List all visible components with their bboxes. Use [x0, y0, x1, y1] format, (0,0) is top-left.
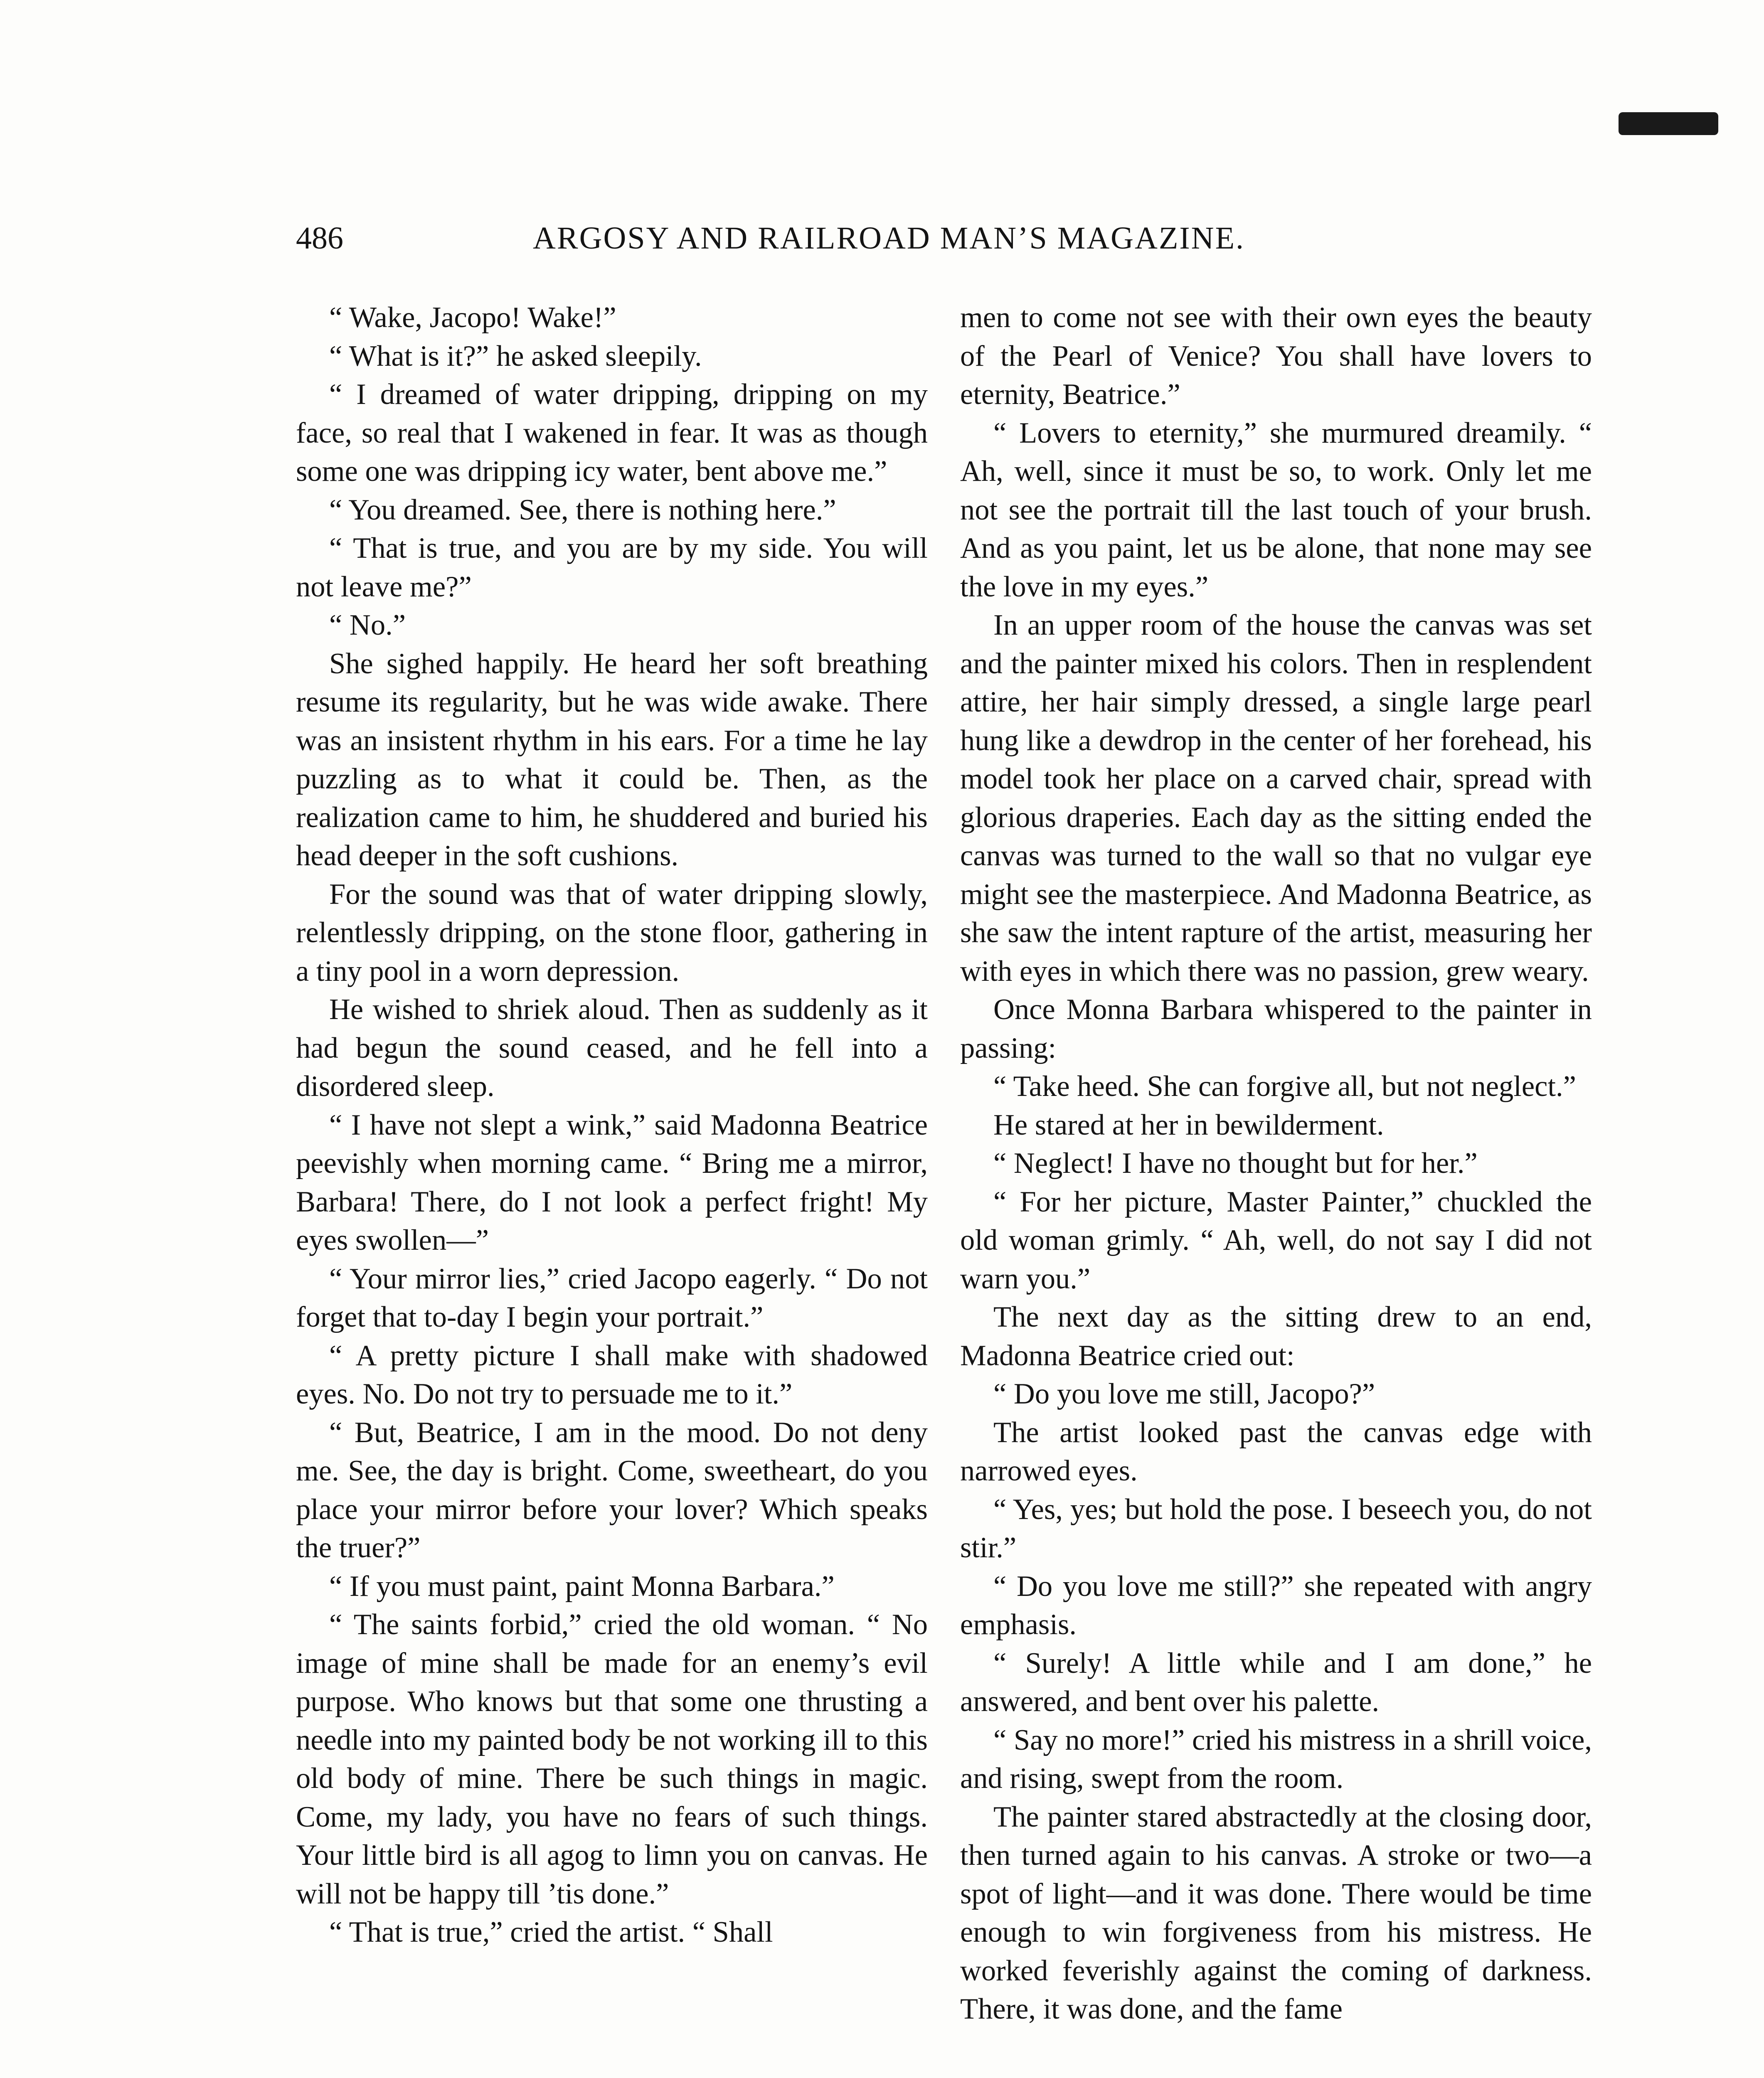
- running-title: ARGOSY AND RAILROAD MAN’S MAGAZINE.: [533, 221, 1245, 256]
- paragraph: “ That is true,” cried the artist. “ Shall: [329, 1916, 773, 1948]
- right-text-column: [960, 298, 1592, 2078]
- paragraph: “ You dreamed. See, there is nothing here.”: [329, 493, 836, 526]
- paragraph: “ That is true, and you are by my side. You will not leave me?”: [296, 532, 928, 603]
- paragraph: The next day as the sitting drew to an end, Madonna Beatrice cried out:: [960, 1301, 1592, 1372]
- paragraph: “ No.”: [329, 609, 406, 641]
- paragraph: In an upper room of the house the canvas was set and the painter mixed his colors. Then in resplendent attire, her hair simply dressed, a single large pearl hung like a dewdrop in the center of her forehead, his model took her place on a carved chair, spread with glorious draperies. Each day as the sitting ended the canvas was turned to the wall so that no vulgar eye might see the masterpiece. And Madonna Beatrice, as she saw the intent rapture of the artist, measuring her with eyes in which there was no passion, grew weary.: [960, 609, 1592, 987]
- paragraph: “ Lovers to eternity,” she murmured dreamily. “ Ah, well, since it must be so, to work. Only let me not see the portrait till the last touch of your brush. And as you paint, let us be alone, that none may see the love in my eyes.”: [960, 416, 1592, 603]
- paragraph: “ I dreamed of water dripping, dripping on my face, so real that I wakened in fear. It was as though some one was dripping icy water, bent above me.”: [296, 378, 928, 487]
- paragraph: “ Your mirror lies,” cried Jacopo eagerly. “ Do not forget that to-day I begin your portrait.”: [296, 1262, 928, 1333]
- paragraph: “ If you must paint, paint Monna Barbara.”: [329, 1570, 835, 1603]
- paragraph: “ The saints forbid,” cried the old woman. “ No image of mine shall be made for an enemy’s evil purpose. Who knows but that some one thrusting a needle into my painted body be not working ill to this old body of mine. There be such things in magic. Come, my lady, you have no fears of such things. Your little bird is all agog to limn you on canvas. He will not be happy till ’tis done.”: [296, 1608, 928, 1910]
- paragraph: “ Wake, Jacopo! Wake!”: [329, 301, 616, 334]
- paragraph: “ A pretty picture I shall make with shadowed eyes. No. Do not try to persuade me to it.”: [296, 1339, 928, 1410]
- scan-artifact-top: [1619, 112, 1718, 135]
- paragraph: For the sound was that of water dripping slowly, relentlessly dripping, on the stone floor, gathering in a tiny pool in a worn depression.: [296, 878, 928, 987]
- paragraph: He stared at her in bewilderment.: [993, 1108, 1384, 1141]
- paragraph: “ But, Beatrice, I am in the mood. Do not deny me. See, the day is bright. Come, sweetheart, do you place your mirror before your lover? Which speaks the truer?”: [296, 1416, 928, 1564]
- paragraph: “ Do you love me still?” she repeated with angry emphasis.: [960, 1570, 1592, 1641]
- paragraph: “ Neglect! I have no thought but for her.”: [993, 1147, 1478, 1179]
- left-text-column: [296, 298, 928, 2078]
- paragraph: Once Monna Barbara whispered to the painter in passing:: [960, 993, 1592, 1064]
- paragraph: “ Take heed. She can forgive all, but not neglect.”: [993, 1070, 1576, 1103]
- paragraph: “ Do you love me still, Jacopo?”: [993, 1378, 1375, 1410]
- paragraph: The painter stared abstractedly at the closing door, then turned again to his canvas. A stroke or two—a spot of light—and it was done. There would be time enough to win forgiveness from his mistress. He worked feverishly against the coming of darkness. There, it was done, and the fame: [960, 1800, 1592, 2025]
- paragraph: “ Say no more!” cried his mistress in a shrill voice, and rising, swept from the room.: [960, 1723, 1592, 1795]
- paragraph: “ What is it?” he asked sleepily.: [329, 340, 702, 372]
- paragraph: “ I have not slept a wink,” said Madonna Beatrice peevishly when morning came. “ Bring me a mirror, Barbara! There, do I not look a perfect fright! My eyes swollen—”: [296, 1108, 928, 1256]
- page-header: [296, 216, 1356, 274]
- paragraph: She sighed happily. He heard her soft breathing resume its regularity, but he was wide awake. There was an insistent rhythm in his ears. For a time he lay puzzling as to what it could be. Then, as the realization came to him, he shuddered and buried his head deeper in the soft cushions.: [296, 647, 928, 872]
- paragraph: The artist looked past the canvas edge with narrowed eyes.: [960, 1416, 1592, 1487]
- page-number: 486: [296, 221, 343, 256]
- paragraph: men to come not see with their own eyes the beauty of the Pearl of Venice? You shall have lovers to eternity, Beatrice.”: [960, 301, 1592, 411]
- paragraph: “ For her picture, Master Painter,” chuckled the old woman grimly. “ Ah, well, do not say I did not warn you.”: [960, 1185, 1592, 1295]
- paragraph: “ Surely! A little while and I am done,” he answered, and bent over his palette.: [960, 1647, 1592, 1718]
- paragraph: He wished to shriek aloud. Then as suddenly as it had begun the sound ceased, and he fell into a disordered sleep.: [296, 993, 928, 1103]
- paragraph: “ Yes, yes; but hold the pose. I beseech you, do not stir.”: [960, 1493, 1592, 1564]
